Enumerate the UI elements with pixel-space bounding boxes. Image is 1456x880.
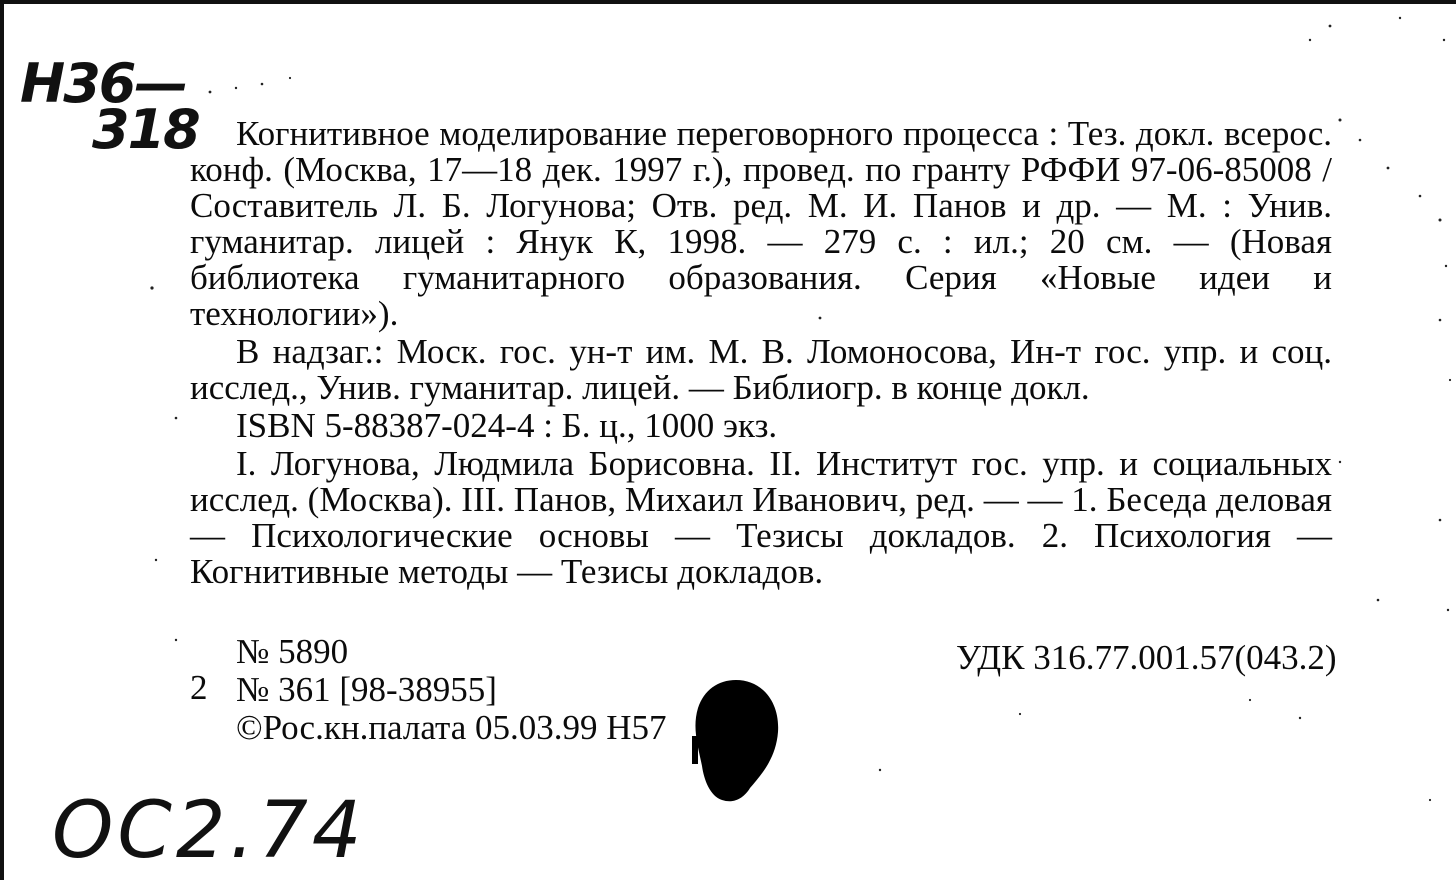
copyright-line: ©Рос.кн.палата 05.03.99 Н57 [236,708,667,747]
bibliographic-entry [190,116,1332,590]
record-number: № 5890 [236,632,349,671]
ink-stamp-blot [692,676,780,806]
second-record-number: № 361 [98-38955] [236,670,497,709]
handwritten-shelfmark-top: Н36— [20,52,187,115]
entry-description: Когнитивное моделирование переговорного процесса : Тез. докл. всерос. конф. (Москва, 17—18 дек. 1997 г.), провед. по гранту РФФИ 97-06-85008 / Составитель Л. Б. Логунова; Отв. ред. М. И. Панов и др. — М. : Унив. гуманитар. лицей : Янук К, 1998. — 279 с. : ил.; 20 см. — (Новая библиотека гуманитарного образования. Серия «Новые идеи и технологии»). [190,114,1332,333]
handwritten-shelfmark-number: 318 [92,98,199,161]
udk-code: УДК 316.77.001.57(043.2) [956,638,1337,677]
handwritten-shelfmark-bottom: ОС2.74 [52,786,366,876]
copies-mark: 2 [190,668,208,707]
entry-header-note: В надзаг.: Моск. гос. ун-т им. М. В. Ломоносова, Ин-т гос. упр. и соц. исслед., Унив. гуманитар. лицей. — Библиогр. в конце докл. [190,332,1332,407]
entry-isbn: ISBN 5-88387-024-4 : Б. ц., 1000 экз. [236,406,778,445]
entry-tracings: I. Логунова, Людмила Борисовна. II. Институт гос. упр. и социальных исслед. (Москва). III. Панов, Михаил Иванович, ред. — — 1. Беседа деловая — Психологические основы — Тезисы докладов. 2. Психология — Когнитивные методы — Тезисы докладов. [190,444,1332,591]
